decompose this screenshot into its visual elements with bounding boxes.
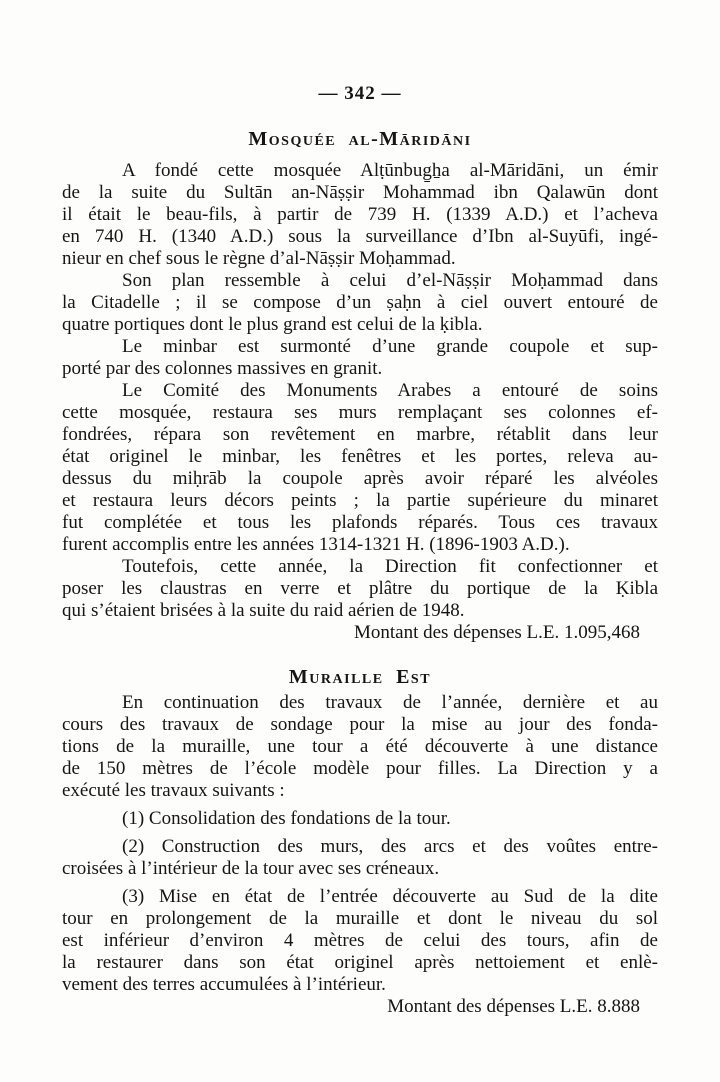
paragraph-line: tions de la muraille, une tour a été découverte à une distance	[62, 736, 658, 757]
paragraph	[62, 380, 658, 556]
paragraph-line: en 740 H. (1340 A.D.) sous la surveillance d’Ibn al-Suyūfi, ingé-	[62, 226, 658, 247]
page-number: — 342 —	[318, 83, 402, 104]
expense-total-line: Montant des dépenses L.E. 8.888	[387, 996, 640, 1017]
paragraph	[62, 270, 658, 336]
paragraph-line: cours des travaux de sondage pour la mise au jour des fonda-	[62, 714, 658, 735]
paragraph-line: il était le beau-fils, à partir de 739 H. (1339 A.D.) et l’acheva	[62, 204, 658, 225]
paragraph-line: quatre portiques dont le plus grand est celui de la ḳibla.	[62, 314, 483, 335]
paragraph-line: de la suite du Sultān an-Nāṣṣir Mohammad ibn Qalawūn dont	[62, 182, 658, 203]
paragraph-line: furent accomplis entre les années 1314-1321 H. (1896-1903 A.D.).	[62, 534, 570, 555]
list-item-line: est inférieur d’environ 4 mètres de celui des tours, afin de	[62, 930, 658, 951]
paragraph-line: Toutefois, cette année, la Direction fit confectionner et	[122, 556, 658, 577]
list-item-line: (3) Mise en état de l’entrée découverte au Sud de la dite	[122, 886, 658, 907]
paragraph-line: A fondé cette mosquée Alṭūnbug̱ẖa al-Māridāni, un émir	[122, 160, 658, 181]
paragraph-line: fondrées, répara son revêtement en marbre, rétablit dans leur	[62, 424, 658, 445]
paragraph	[62, 556, 658, 622]
list-item	[62, 886, 658, 996]
paragraph-line: cette mosquée, restaura ses murs remplaçant ses colonnes ef-	[62, 402, 658, 423]
list-item	[62, 808, 658, 830]
paragraph	[62, 692, 658, 802]
paragraph-line: Son plan ressemble à celui d’el-Nāṣṣir Moḥammad dans	[122, 270, 658, 291]
paragraph-line: qui s’étaient brisées à la suite du raid aérien de 1948.	[62, 600, 465, 621]
list-item-line: (2) Construction des murs, des arcs et des voûtes entre-	[122, 836, 658, 857]
paragraph-line: nieur en chef sous le règne d’al-Nāṣṣir Moḥammad.	[62, 248, 456, 269]
list-item-line: (1) Consolidation des fondations de la tour.	[122, 808, 451, 829]
list-item-line: tour en prolongement de la muraille et dont le niveau du sol	[62, 908, 658, 929]
list-item	[62, 836, 658, 880]
paragraph-line: dessus du miḥrāb la coupole après avoir réparé les alvéoles	[62, 468, 658, 489]
expense-total-line: Montant des dépenses L.E. 1.095,468	[353, 622, 640, 643]
paragraph-line: et restaura leurs décors peints ; la partie supérieure du minaret	[62, 490, 658, 511]
paragraph-line: état originel le minbar, les fenêtres et les portes, releva au-	[62, 446, 658, 467]
list-item-line: vement des terres accumulées à l’intérieur.	[62, 974, 386, 995]
paragraph	[62, 160, 658, 270]
paragraph-line: poser les claustras en verre et plâtre du portique de la Ḳibla	[62, 578, 658, 599]
paragraph-line: Le Comité des Monuments Arabes a entouré de soins	[122, 380, 658, 401]
section-heading-muraille: Muraille Est	[288, 666, 432, 688]
paragraph-line: Le minbar est surmonté d’une grande coupole et sup-	[122, 336, 658, 357]
list-item-line: la restaurer dans son état originel après nettoiement et enlè-	[62, 952, 658, 973]
paragraph-line: la Citadelle ; il se compose d’un ṣaḥn à ciel ouvert entouré de	[62, 292, 658, 313]
paragraph-line: fut complétée et tous les plafonds réparés. Tous ces travaux	[62, 512, 658, 533]
paragraph-line: porté par des colonnes massives en granit.	[62, 358, 383, 379]
paragraph-line: de 150 mètres de l’école modèle pour filles. La Direction y a	[62, 758, 658, 779]
list-item-line: croisées à l’intérieur de la tour avec ses créneaux.	[62, 858, 440, 879]
paragraph	[62, 336, 658, 380]
paragraph-line: exécuté les travaux suivants :	[62, 780, 285, 801]
section-heading-mosquee: Mosquée al-Māridāni	[248, 128, 472, 150]
paragraph-line: En continuation des travaux de l’année, dernière et au	[122, 692, 658, 713]
